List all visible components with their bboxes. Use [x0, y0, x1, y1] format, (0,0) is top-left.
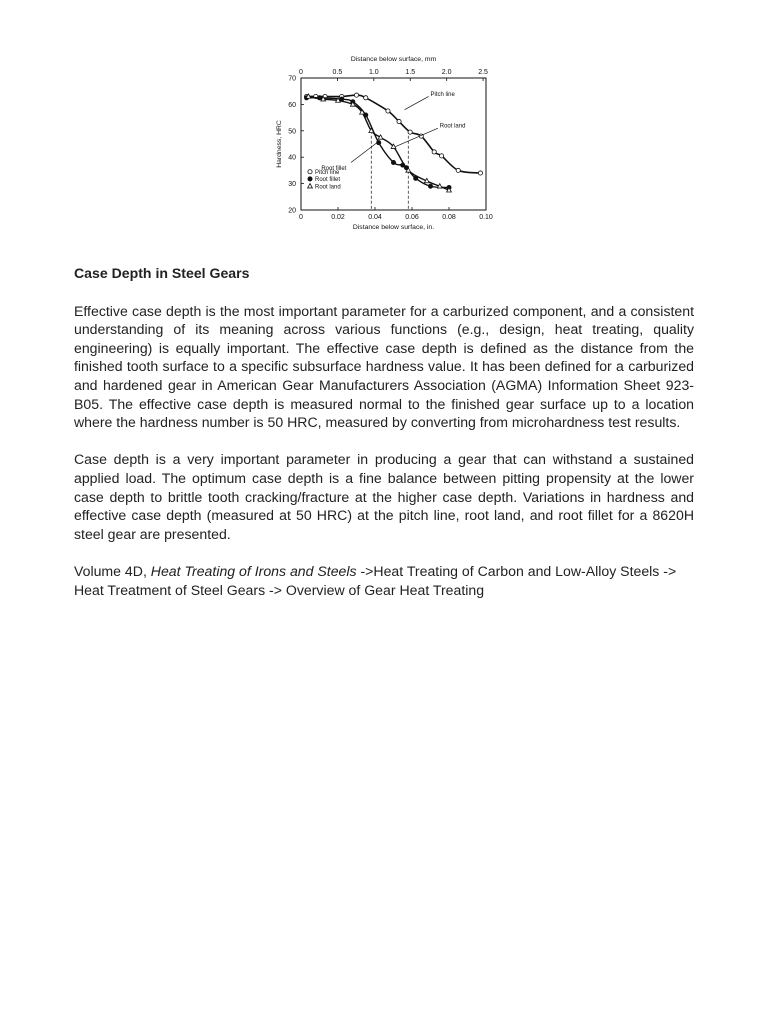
paragraph-2: Case depth is a very important parameter in producing a gear that can withstand a sustained applied load. The optimum case depth is a fine balance between pitting propensity at the lower case depth to brittle tooth cracking/fracture at the higher case depth. Variations in hardness and effective case depth (measured at 50 HRC) at the pitch line, root land, and root fillet for a 8620H steel gear are presented.	[74, 451, 694, 542]
data-point-pitch-line	[432, 150, 436, 154]
x-tick-label: 0.10	[479, 214, 493, 221]
data-point-pitch-line	[397, 119, 401, 123]
data-point-pitch-line	[478, 171, 482, 175]
y-tick-label: 60	[288, 101, 296, 109]
curve-label-leader	[351, 141, 379, 162]
top-tick-label: 0	[299, 69, 303, 76]
x-axis-title: Distance below surface, in.	[352, 224, 435, 231]
data-point-pitch-line	[456, 168, 460, 172]
article-heading: Case Depth in Steel Gears	[74, 265, 250, 281]
data-point-pitch-line	[440, 154, 444, 158]
y-tick-label: 50	[288, 128, 296, 136]
data-point-pitch-line	[354, 93, 358, 97]
data-point-pitch-line	[408, 130, 412, 134]
curve-label: Pitch line	[430, 91, 455, 98]
y-tick-label: 70	[288, 75, 296, 83]
legend-marker	[308, 170, 312, 174]
y-tick-label: 30	[288, 181, 296, 189]
x-tick-label: 0.04	[368, 214, 382, 221]
legend-marker	[308, 184, 313, 188]
paragraph-1: Effective case depth is the most important parameter for a carburized component, and a consistent understanding of its meaning across various functions (e.g., design, heat treating, quality engineering) is equally important. The effective case depth is defined as the distance from the finished tooth surface to a specific subsurface hardness value. It has been defined for a carburized and hardened gear in American Gear Manufacturers Association (AGMA) Information Sheet 923-B05. The effective case depth is measured normal to the finished gear surface up to a location where the hardness number is 50 HRC, measured by converting from microhardness test results.	[74, 302, 694, 431]
hardness-chart	[268, 50, 500, 236]
top-axis-title: Distance below surface, mm	[350, 56, 437, 63]
legend-label: Pitch line	[315, 169, 340, 176]
legend-label: Root fillet	[315, 177, 341, 184]
source-citation	[74, 562, 694, 599]
hardness-chart-svg	[268, 50, 500, 236]
top-tick-label: 1.0	[368, 69, 379, 76]
x-tick-label: 0	[299, 214, 303, 221]
top-tick-label: 0.5	[332, 69, 343, 76]
top-tick-label: 2.0	[441, 69, 452, 76]
source-path: ->Heat Treating of Carbon and Low-Alloy Steels -> Heat Treatment of Steel Gears -> Overview of Gear Heat Treating	[74, 562, 677, 598]
source-prefix: Volume 4D,	[74, 562, 151, 579]
data-point-pitch-line	[364, 96, 368, 100]
top-tick-label: 1.5	[405, 69, 416, 76]
curve-label-leader	[405, 96, 429, 109]
curve-label-leader	[395, 128, 438, 146]
data-point-root-fillet	[428, 184, 432, 188]
article	[74, 264, 694, 618]
y-tick-label: 20	[288, 207, 296, 215]
legend-marker	[308, 177, 312, 181]
top-tick-label: 2.5	[478, 69, 488, 76]
y-axis-title: Hardness, HRC	[276, 120, 283, 168]
x-tick-label: 0.08	[442, 214, 456, 221]
data-point-root-fillet	[391, 160, 395, 164]
x-tick-label: 0.06	[405, 214, 419, 221]
y-tick-label: 40	[288, 154, 296, 162]
data-point-pitch-line	[386, 109, 390, 113]
curve-label: Root fillet	[321, 165, 347, 172]
x-tick-label: 0.02	[331, 214, 345, 221]
source-book-title: Heat Treating of Irons and Steels	[150, 562, 357, 579]
legend-label: Root land	[315, 184, 341, 191]
curve-label: Root land	[439, 123, 466, 130]
